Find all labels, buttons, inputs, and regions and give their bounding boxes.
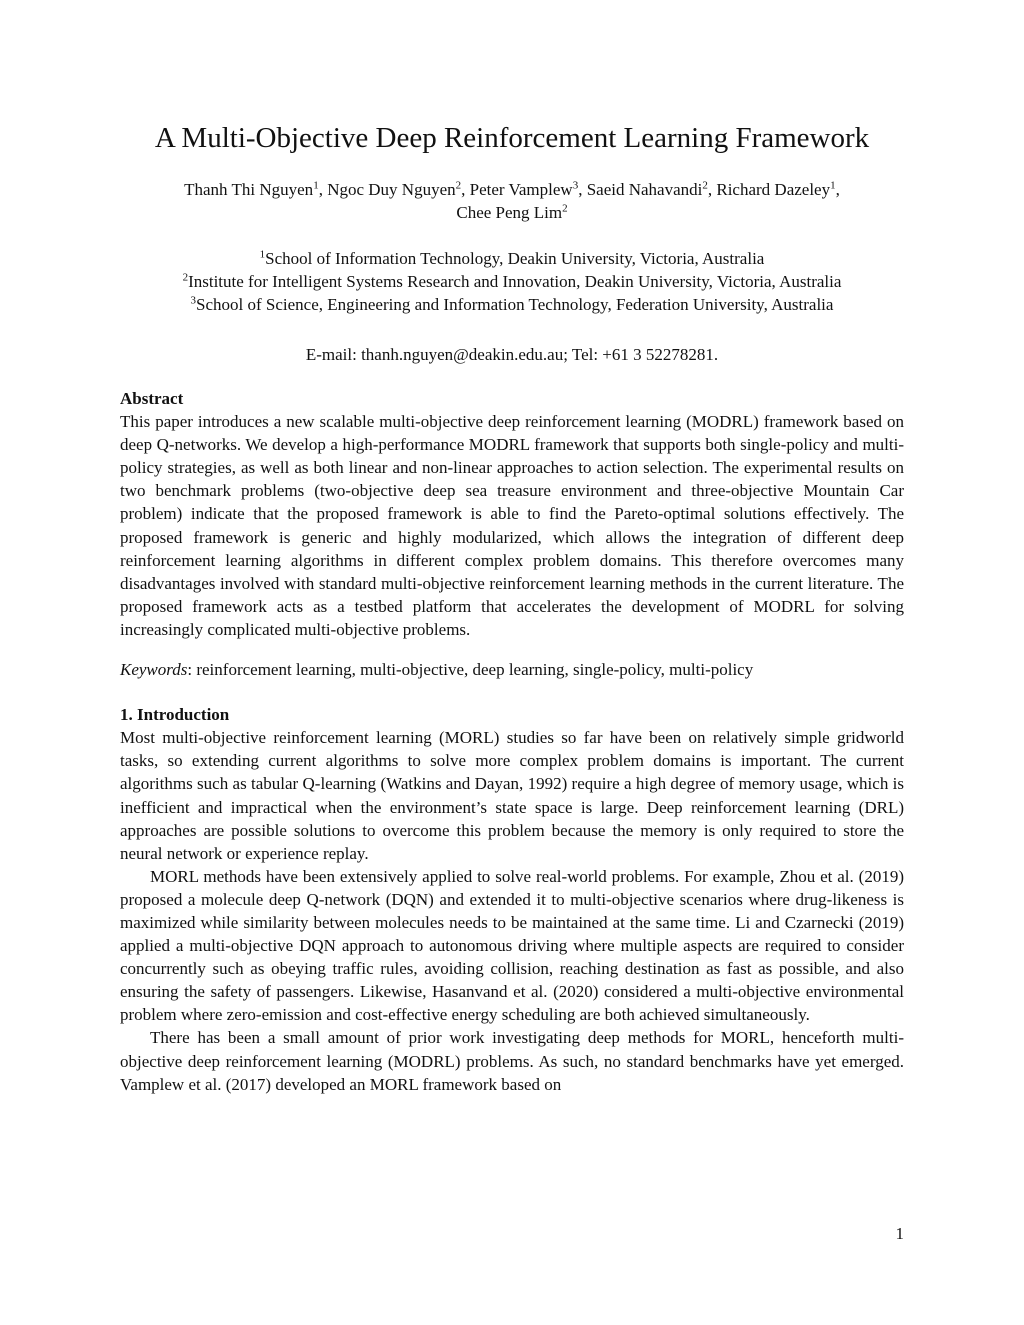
keywords-label: Keywords	[120, 660, 188, 680]
keywords-text: : reinforcement learning, multi-objective, deep learning, single-policy, multi-policy	[187, 660, 754, 680]
author: Thanh Thi Nguyen$^1$,	[184, 179, 328, 199]
introduction-paragraph: Most multi-objective reinforcement learning (MORL) studies so far have been on relatively simple gridworld tasks, so extending current algorithms to solve more complex problem domains is important. The current algorithms such as tabular Q-learning (Watkins and Dayan, 1992) require a high degree of memory usage, which is inefficient and impractical when the environment’s state space is large. Deep reinforcement learning (DRL) approaches are possible solutions to overcome this problem because the memory is only required to store the neural network or experience replay.	[120, 728, 904, 863]
paper-body	[120, 387, 904, 1096]
affiliation-list	[60, 247, 964, 316]
introduction-paragraph: MORL methods have been extensively applied to solve real-world problems. For example, Zhou et al. (2019) proposed a molecule deep Q-network (DQN) and extended it to multi-objective scenarios where drug-likeness is maximized while similarity between molecules needs to be maintained at the same time. Li and Czarnecki (2019) applied a multi-objective DQN approach to autonomous driving where multiple aspects are required to consider concurrently such as obeying traffic rules, avoiding collision, reaching destination as fast as possible, and also ensuring the safety of passengers. Likewise, Hasanvand et al. (2020) considered a multi-objective environmental problem where zero-emission and cost-effective energy scheduling are both achieved simultaneously.	[120, 866, 904, 1025]
introduction-paragraph: There has been a small amount of prior work investigating deep methods for MORL, henceforth multi-objective deep reinforcement learning (MODRL) problems. As such, no standard benchmarks have yet emerged. Vamplew et al. (2017) developed an MORL framework based on	[120, 1028, 904, 1094]
author-affil-sup: 1	[830, 179, 836, 192]
author: Saeid Nahavandi$^2$,	[586, 179, 717, 199]
affiliation: $^1$School of Information Technology, Deakin University, Victoria, Australia	[259, 248, 765, 268]
author: Ngoc Duy Nguyen$^2$,	[327, 179, 470, 199]
author-affil-sup: 3	[572, 179, 579, 192]
abstract-heading: Abstract	[120, 389, 184, 408]
keywords	[120, 658, 904, 681]
abstract-text: This paper introduces a new scalable multi-objective deep reinforcement learning (MODRL) framework based on deep Q-networks. We develop a high-performance MODRL framework that supports both single-policy and multi-policy strategies, as well as both linear and non-linear approaches to action selection. The experimental results on two benchmark problems (two-objective deep sea treasure environment and three-objective Mountain Car problem) indicate that the proposed framework is able to find the Pareto-optimal solutions effectively. The proposed framework is generic and highly modularized, which allows the integration of different deep reinforcement learning algorithms in different complex problem domains. This therefore overcomes many disadvantages involved with standard multi-objective reinforcement learning methods in the current literature. The proposed framework acts as a testbed platform that accelerates the development of MODRL for solving increasingly complicated multi-objective problems.	[120, 412, 904, 639]
author: Peter Vamplew$^3$,	[469, 179, 587, 199]
author-affil-sup: 2	[455, 179, 462, 192]
author-affil-sup: 2	[562, 202, 568, 215]
affiliation: $^2$Institute for Intelligent Systems Research and Innovation, Deakin University, Victoria, Australia	[182, 271, 842, 291]
author: Richard Dazeley$^1$,	[716, 179, 840, 199]
affiliation: $^3$School of Science, Engineering and Information Technology, Federation University, Australia	[190, 294, 834, 314]
paper-title: A Multi-Objective Deep Reinforcement Learning Framework	[154, 122, 870, 154]
author-affil-sup: 1	[313, 179, 319, 192]
contact-info: E-mail: thanh.nguyen@deakin.edu.au; Tel: +61 3 52278281.	[305, 345, 719, 364]
author-list	[110, 178, 914, 224]
page-number: 1	[895, 1224, 904, 1243]
author-affil-sup: 2	[702, 179, 708, 192]
author: Chee Peng Lim$^2$	[456, 202, 568, 222]
introduction-heading: 1. Introduction	[120, 705, 230, 725]
